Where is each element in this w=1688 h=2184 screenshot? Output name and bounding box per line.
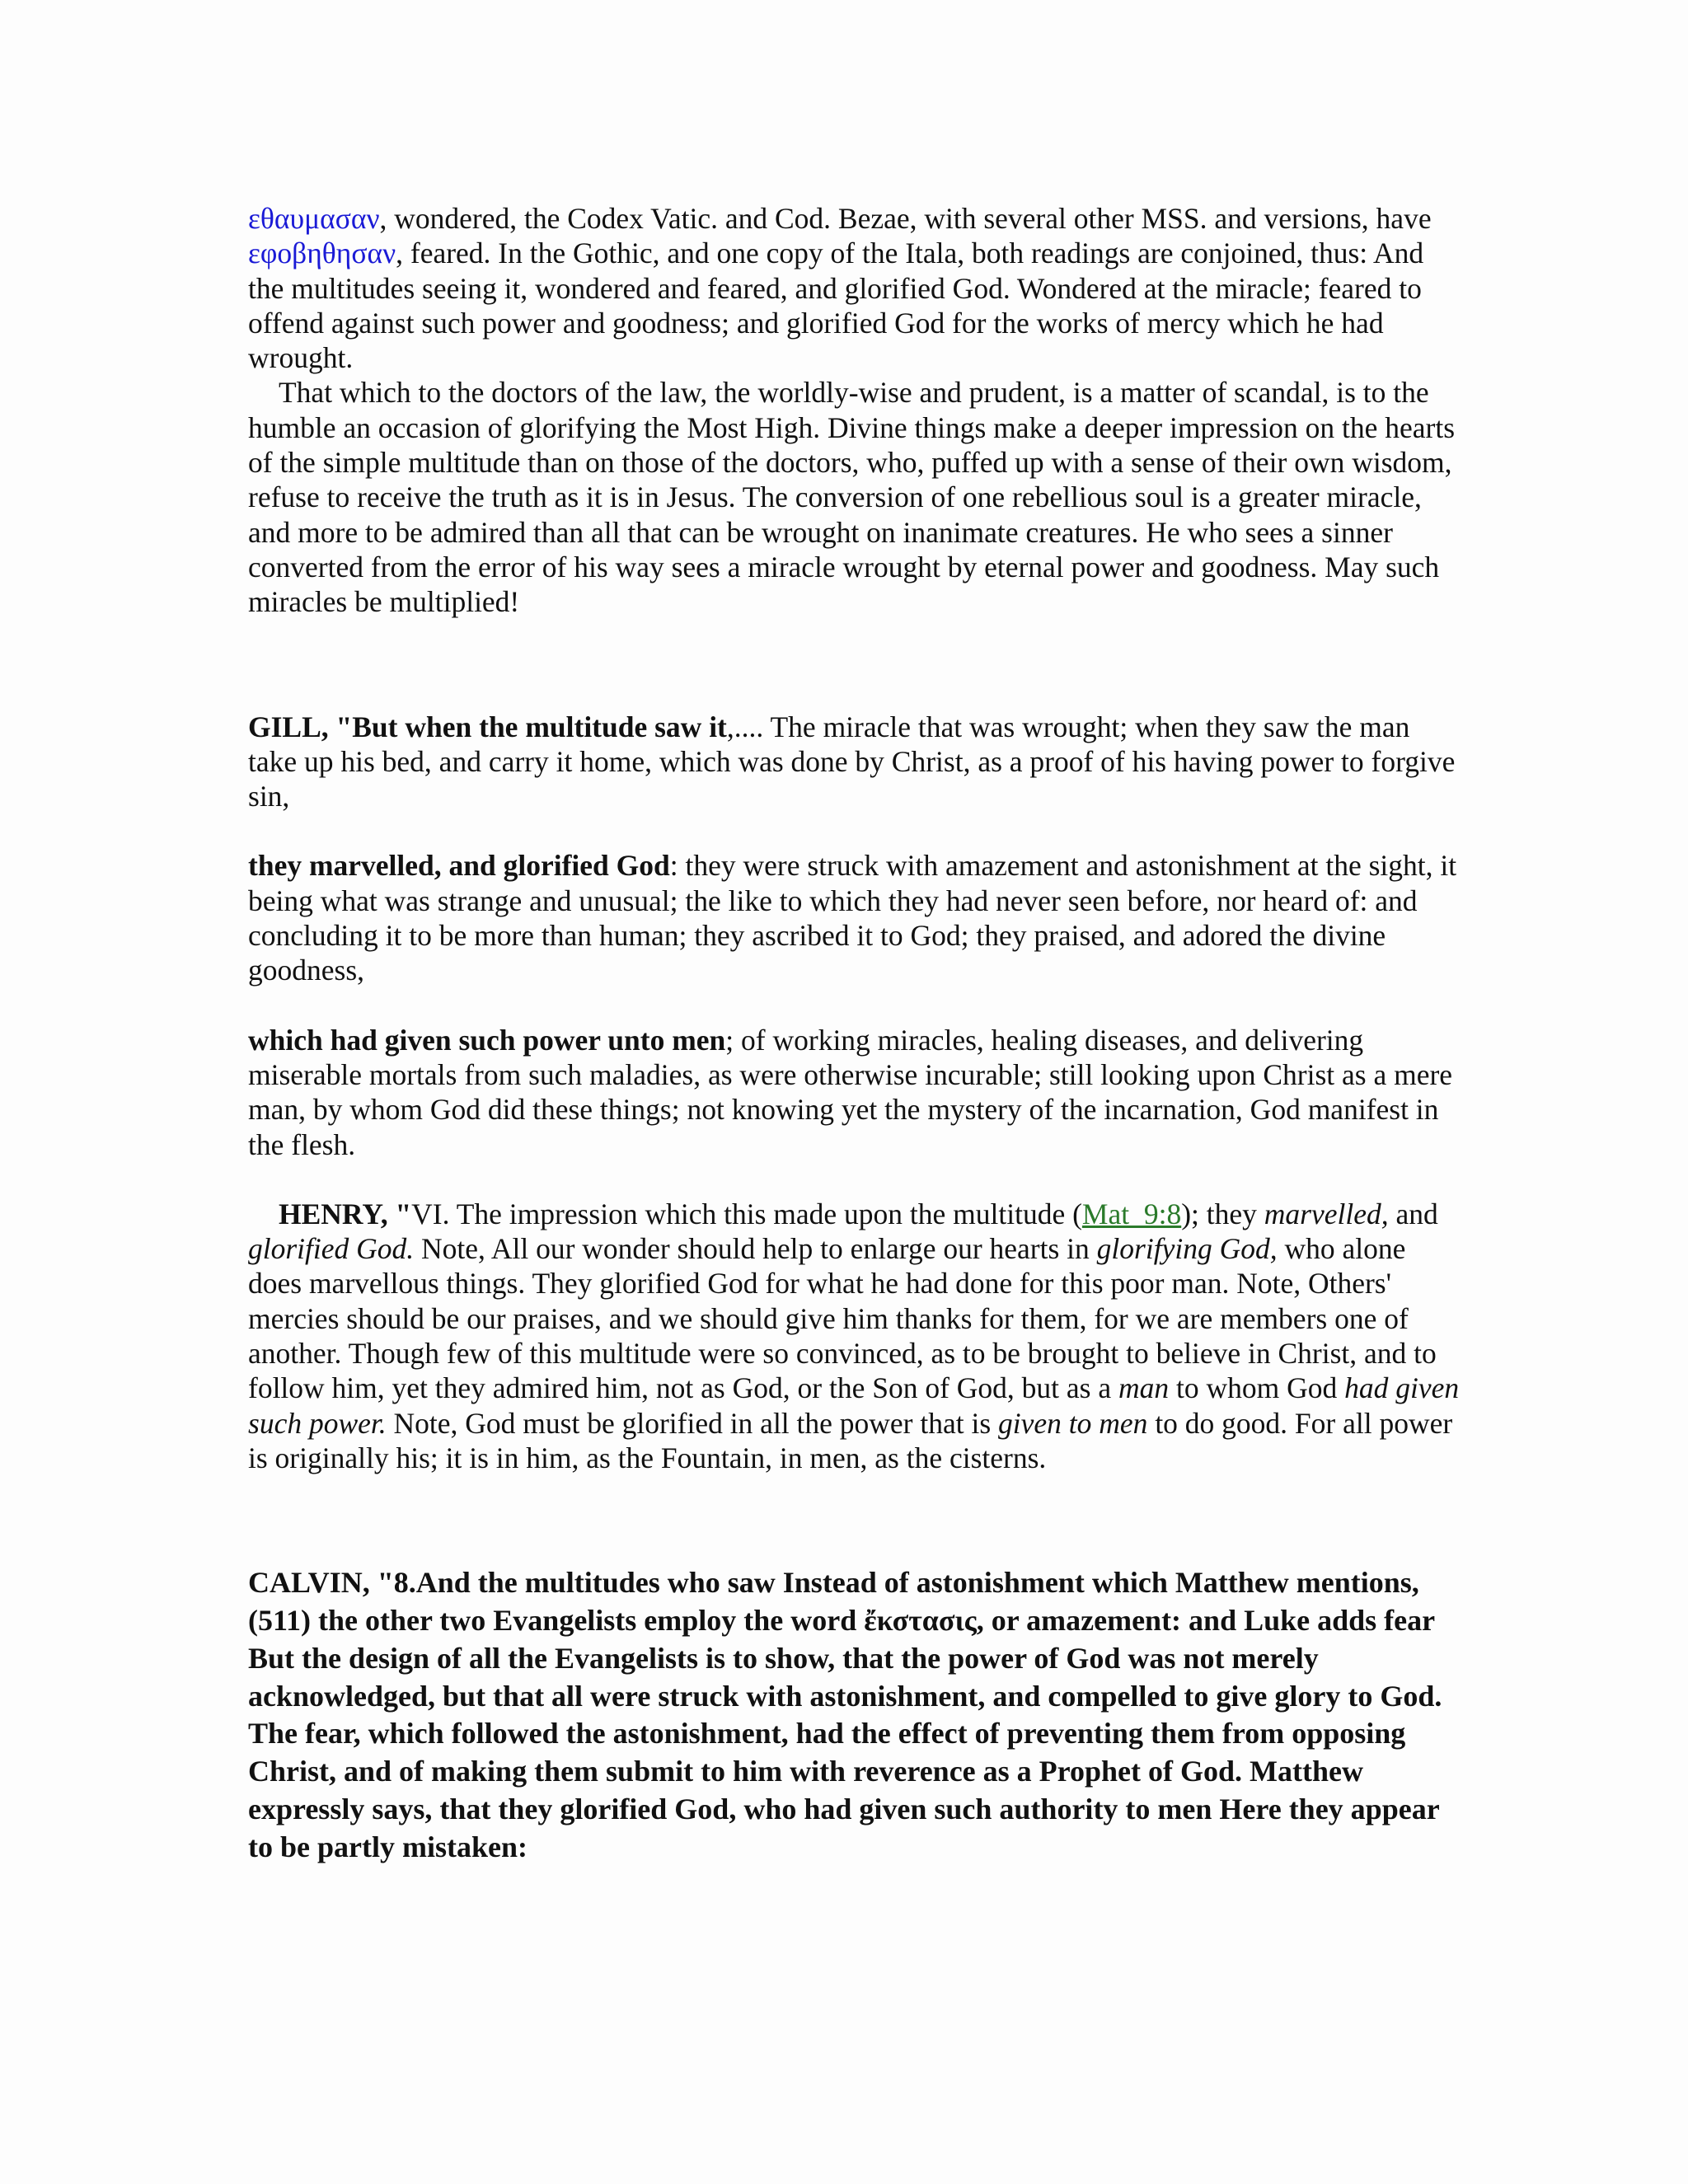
henry-italic-2: glorified God. (248, 1232, 415, 1266)
gill-heading: GILL, "But when the multitude saw it (248, 710, 727, 743)
henry-italic-4: man (1118, 1371, 1170, 1405)
henry-italic-3: glorifying God, (1096, 1232, 1278, 1266)
henry-text-8: to do good. For all power is originally his; it is in him, as the Fountain, in men, as the cisterns. (248, 1406, 1453, 1474)
henry-text-1: VI. The impression which this made upon the multitude ( (411, 1197, 1082, 1230)
gill-text-3: ; of working miracles, healing diseases, and delivering miserable mortals from such maladies, as were otherwise incurable; still looking upon Christ as a mere man, by whom God did these things; not knowing yet the mystery of the incarnation, God manifest in the flesh. (248, 1023, 1453, 1161)
gill-paragraph-2 (248, 848, 1460, 987)
calvin-paragraph: CALVIN, "8.And the multitudes who saw Instead of astonishment which Matthew mentions, (511) the other two Evangelists employ the word ἔκστασις, or amazement: and Luke adds fear But the design of all the Evangelists is to show, that the power of God was not merely acknowledged, but that all were struck with astonishment, and compelled to give glory to God. The fear, which followed the astonishment, had the effect of preventing them from opposing Christ, and of making them submit to him with reverence as a Prophet of God. Matthew expressly says, that they glorified God, who had given such authority to men Here they appear to be partly mistaken: (248, 1566, 1442, 1863)
clarke-text-1: , wondered, the Codex Vatic. and Cod. Bezae, with several other MSS. and versions, have (379, 202, 1432, 235)
henry-text-6: to whom God (1169, 1371, 1345, 1405)
clarke-paragraph (248, 201, 1460, 375)
henry-text-3: and (1388, 1197, 1438, 1230)
henry-italic-6: given to men (998, 1406, 1148, 1440)
gill-paragraph-3 (248, 1023, 1460, 1162)
scripture-link-mat-9-8[interactable]: Mat_9:8 (1081, 1197, 1182, 1230)
henry-heading: HENRY, " (279, 1197, 412, 1230)
henry-text-5: who alone does marvellous things. They glorified God for what he had done for this poor man. Note, Others' mercies should be our praises, and we should give him thanks for them, for we are members one of another. Though few of this multitude were so convinced, as to be brought to believe in Christ, and to follow him, yet they admired him, not as God, or the Son of God, but as a (248, 1232, 1437, 1405)
gill-bold-3: which had given such power unto men (248, 1023, 726, 1057)
gill-text-2: : they were struck with amazement and astonishment at the sight, it being what was strange and unusual; the like to which they had never seen before, nor heard of: and concluding it to be more than human; they ascribed it to God; they praised, and adored the divine goodness, (248, 849, 1457, 987)
gill-paragraph-1 (248, 710, 1460, 814)
henry-italic-5: had given such power. (248, 1371, 1460, 1440)
document-page (248, 201, 1460, 1867)
henry-text-7: Note, God must be glorified in all the power that is (386, 1406, 999, 1440)
greek-word-ephobethesan: εφοβηθησαν (248, 237, 396, 270)
clarke-text-2: , feared. In the Gothic, and one copy of the Itala, both readings are conjoined, thus: And the multitudes seeing it, wondered and feared, and glorified God. Wondered at the miracle; feared to offend against such power and goodness; and glorified God for the works of mercy which he had wrought. (248, 237, 1424, 375)
henry-paragraph (248, 1197, 1460, 1475)
henry-text-4: Note, All our wonder should help to enlarge our hearts in (414, 1232, 1097, 1266)
henry-italic-1: marvelled, (1264, 1197, 1389, 1230)
henry-text-2: ); they (1181, 1197, 1264, 1230)
gill-text-1: ,.... The miracle that was wrought; when they saw the man take up his bed, and carry it home, which was done by Christ, as a proof of his having power to forgive sin, (248, 710, 1456, 813)
greek-word-ethaumasan: εθαυμασαν (248, 202, 380, 235)
clarke-paragraph-2: That which to the doctors of the law, the worldly-wise and prudent, is a matter of scandal, is to the humble an occasion of glorifying the Most High. Divine things make a deeper impression on the hearts of the simple multitude than on those of the doctors, who, puffed up with a sense of their own wisdom, refuse to receive the truth as it is in Jesus. The conversion of one rebellious soul is a greater miracle, and more to be admired than all that can be wrought on inanimate creatures. He who sees a sinner converted from the error of his way sees a miracle wrought by eternal power and goodness. May such miracles be multiplied! (248, 376, 1456, 619)
gill-bold-2: they marvelled, and glorified God (248, 849, 670, 883)
